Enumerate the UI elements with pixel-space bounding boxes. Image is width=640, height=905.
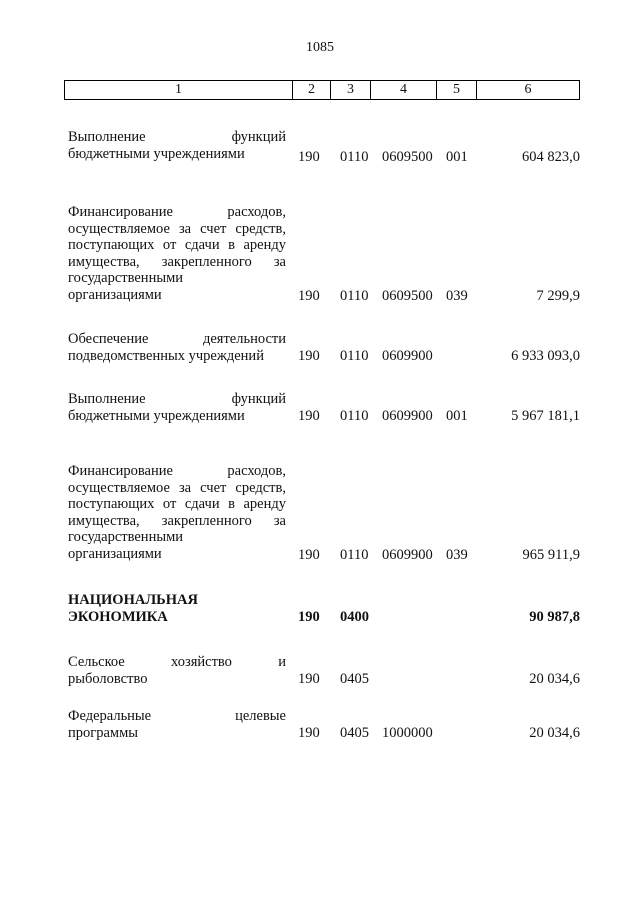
desc-line: Обеспечение деятельности: [68, 331, 286, 347]
header-col-4: 4: [371, 81, 437, 99]
col-6-value: 20 034,6: [529, 671, 580, 687]
col-6-value: 6 933 093,0: [511, 348, 580, 364]
header-col-3: 3: [331, 81, 371, 99]
col-6-value: 90 987,8: [529, 609, 580, 625]
col-6-value: 604 823,0: [522, 149, 580, 165]
col-3-value: 0400: [340, 609, 369, 625]
desc-line: организациями: [68, 286, 162, 303]
col-3-value: 0110: [340, 348, 369, 364]
desc-line: Сельское хозяйство и: [68, 654, 286, 670]
col-3-value: 0405: [340, 671, 369, 687]
row-description: [68, 391, 286, 424]
desc-line: Финансирование расходов,: [68, 204, 286, 220]
desc-line: программы: [68, 724, 138, 741]
col-2-value: 190: [298, 348, 320, 364]
row-description: [68, 129, 286, 162]
desc-line: государственными: [68, 529, 184, 545]
col-6-value: 965 911,9: [522, 547, 580, 563]
desc-line: бюджетными учреждениями: [68, 407, 245, 424]
table-header: [64, 80, 580, 100]
desc-line: бюджетными учреждениями: [68, 145, 245, 162]
row-description: [68, 654, 286, 687]
desc-line: рыболовство: [68, 670, 148, 687]
col-5-value: 039: [446, 547, 468, 563]
desc-line: Выполнение функций: [68, 391, 286, 407]
col-4-value: 0609500: [382, 149, 433, 165]
desc-line: Финансирование расходов,: [68, 463, 286, 479]
desc-line: подведомственных учреждений: [68, 347, 264, 364]
desc-line: государственными: [68, 270, 184, 286]
col-5-value: 001: [446, 408, 468, 424]
row-description: [68, 331, 286, 364]
page-number: 1085: [306, 40, 334, 55]
header-col-5: 5: [437, 81, 477, 99]
desc-line: ЭКОНОМИКА: [68, 609, 168, 625]
col-2-value: 190: [298, 547, 320, 563]
col-3-value: 0110: [340, 547, 369, 563]
col-4-value: 0609900: [382, 547, 433, 563]
section-title: [68, 592, 286, 626]
row-description: [68, 204, 286, 303]
desc-line: осуществляемое за счет средств,: [68, 479, 286, 496]
col-6-value: 5 967 181,1: [511, 408, 580, 424]
col-5-value: 001: [446, 149, 468, 165]
col-2-value: 190: [298, 609, 320, 625]
row-description: [68, 708, 286, 741]
col-3-value: 0110: [340, 288, 369, 304]
desc-line: организациями: [68, 545, 162, 562]
desc-line: поступающих от сдачи в аренду: [68, 496, 286, 512]
header-col-1: 1: [65, 81, 293, 99]
col-2-value: 190: [298, 149, 320, 165]
col-6-value: 7 299,9: [536, 288, 580, 304]
col-3-value: 0110: [340, 149, 369, 165]
col-2-value: 190: [298, 725, 320, 741]
desc-line: НАЦИОНАЛЬНАЯ: [68, 592, 198, 608]
desc-line: Федеральные целевые: [68, 708, 286, 724]
col-5-value: 039: [446, 288, 468, 304]
col-3-value: 0110: [340, 408, 369, 424]
header-col-2: 2: [293, 81, 331, 99]
col-4-value: 0609500: [382, 288, 433, 304]
col-2-value: 190: [298, 288, 320, 304]
col-6-value: 20 034,6: [529, 725, 580, 741]
desc-line: имущества, закрепленного за: [68, 512, 286, 529]
desc-line: поступающих от сдачи в аренду: [68, 237, 286, 253]
col-4-value: 0609900: [382, 348, 433, 364]
col-3-value: 0405: [340, 725, 369, 741]
desc-line: имущества, закрепленного за: [68, 253, 286, 270]
col-2-value: 190: [298, 408, 320, 424]
col-2-value: 190: [298, 671, 320, 687]
desc-line: осуществляемое за счет средств,: [68, 220, 286, 237]
header-col-6: 6: [524, 82, 532, 97]
desc-line: Выполнение функций: [68, 129, 286, 145]
col-4-value: 0609900: [382, 408, 433, 424]
col-4-value: 1000000: [382, 725, 433, 741]
row-description: [68, 463, 286, 562]
